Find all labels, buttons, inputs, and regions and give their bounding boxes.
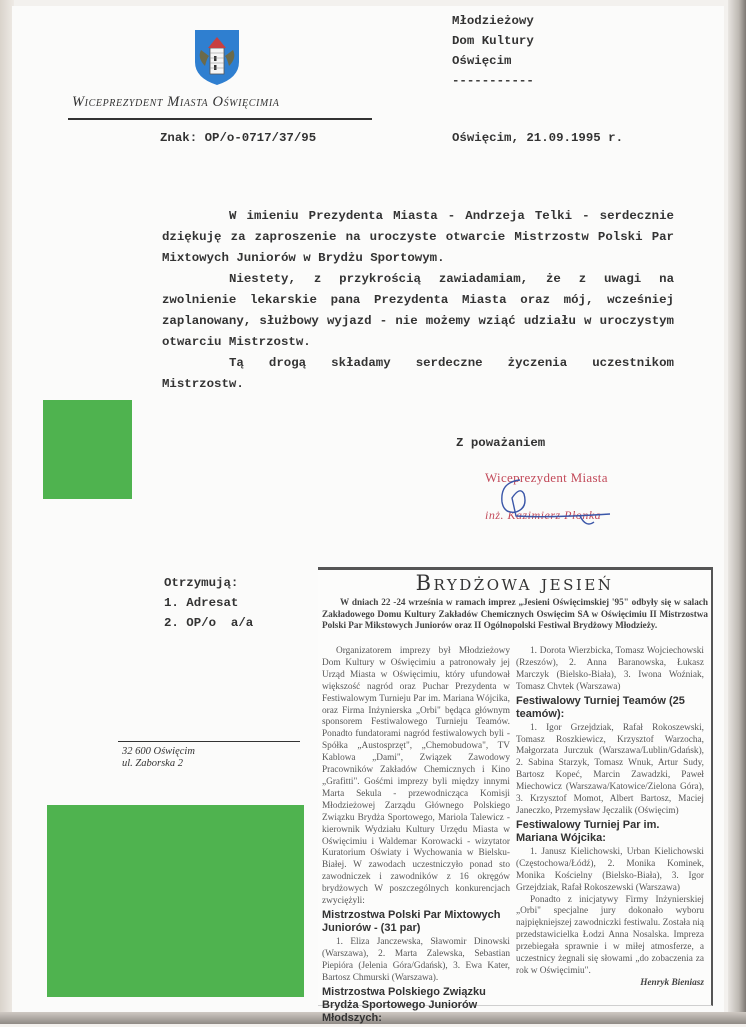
article-paragraph: Ponadto z inicjatywy Firmy Inżynierskiej „Orbi" specjalne jury dokonało wyboru najpiękniejszej zawodniczki festiwalu. Została nią przedstawicielka Łodzi Anna Nosalska. Impreza przebiegała sprawnie i w miłej atmosferze, a uczestnicy żegnali się słowami „do zobaczenia za rok w Oświęcimiu".: [516, 894, 704, 976]
article-subheading: Mistrzostwa Polskiego Związku Brydża Sportowego Juniorów Młodszych:: [322, 985, 486, 1024]
body-paragraph: Niestety, z przykrością zawiadamiam, że z uwagi na zwolnienie lekarskie pana Prezydenta Miasta oraz mój, wcześniej zaplanowany, służbowy wyjazd - nie możemy wziąć udziału w uroczystym otwarciu Mistrzostw.: [162, 272, 674, 349]
reference-number: Znak: OP/o-0717/37/95: [160, 131, 317, 145]
letterhead-divider: [68, 118, 372, 120]
article-author: Henryk Bieniasz: [640, 977, 704, 988]
handwritten-signature-icon: [490, 472, 620, 532]
letter-date: Oświęcim, 21.09.1995 r.: [452, 131, 624, 145]
redaction-block: [47, 805, 304, 997]
cc-item: 2. OP/o a/a: [164, 616, 254, 630]
article-subheading: Mistrzostwa Polski Par Mixtowych Juniorów - (31 par): [322, 908, 501, 934]
article-paragraph: 1. Eliza Janczewska, Sławomir Dinowski (Warszawa), 2. Marta Zalewska, Sebastian Piepióra (Jelenia Góra/Gdańsk), 3. Ewa Kater, Bartosz Chmurski (Warszawa).: [322, 936, 510, 983]
cc-heading: Otrzymują:: [164, 576, 239, 590]
address-divider: [118, 741, 300, 742]
recipient-line: -----------: [452, 74, 534, 88]
recipient-line: Młodzieżowy: [452, 14, 534, 28]
address-line: ul. Zaborska 2: [122, 758, 183, 769]
page-edge-shadow-right: [728, 0, 746, 1024]
office-address: [122, 746, 195, 770]
clipping-title: Brydżowa jesień: [415, 571, 614, 595]
body-paragraph: Tą drogą składamy serdeczne życzenia uczestnikom Mistrzostw.: [162, 356, 674, 391]
stamp-name: inż. Kazimierz Płonka: [485, 508, 602, 522]
recipient-block: [452, 11, 534, 91]
article-paragraph: 1. Dorota Wierzbicka, Tomasz Wojciechowski (Rzeszów), 2. Anna Baranowska, Łukasz Marczyk (Bielsko-Biała), 3. Iwona Woźniak, Tomasz Chvtek (Warszawa): [516, 646, 704, 692]
newspaper-clipping: [318, 567, 713, 1024]
clipping-top-rule: [318, 567, 711, 570]
article-subheading: Festiwalowy Turniej Teamów (25 teamów):: [516, 694, 685, 720]
article-subheading: Festiwalowy Turniej Par im. Mariana Wójcika:: [516, 818, 660, 844]
article-paragraph: Organizatorem imprezy był Młodzieżowy Dom Kultury w Oświęcimiu a patronowały jej Urząd Miasta w Oświęcimiu, który ufundował większość nagród oraz Puchar Prezydenta w Festiwalowym Turnieju Par im. Mariana Wójcika, oraz Firma Inżynierska „Orbi" będąca głównym sponsorem Festiwalowego Turnieju Teamów. Ponadto fundatorami nagród festiwalowych byli - Spółka „Austosprzęt", „Chemobudowa", TV Kablowa „Dami", Związek Zawodowy Pracowników Zakładów Chemicznych i Kino „Grafitti". Gośćmi imprezy byli między innymi Marta Sekula - przewodnicząca Komisji Młodzieżowej Zarządu Głównego Polskiego Związku Brydża Sportowego, Mariola Talewicz - kierownik Wydziału Kultury Urzędu Miasta w Oświęcimiu i Waldemar Korowacki - wizytator Kuratorium Oświaty i Wychowania w Bielsku-Białej. W zawodach uczestniczyło ponad sto zawodniczek i zawodników z 16 okręgów brydżowych W poszczególnych konkurencjach zwyciężyli:: [322, 646, 510, 907]
recipient-line: Oświęcim: [452, 54, 512, 68]
office-title: Wiceprezydent Miasta Oświęcimia: [72, 94, 280, 110]
address-line: 32 600 Oświęcim: [122, 746, 195, 757]
cc-item: 1. Adresat: [164, 596, 239, 610]
recipient-line: Dom Kultury: [452, 34, 534, 48]
body-paragraph: W imieniu Prezydenta Miasta - Andrzeja Telki - serdecznie dziękuję za zaproszenie na uroczyste otwarcie Mistrzostw Polski Par Mixtowych Juniorów w Brydżu Sportowym.: [162, 209, 674, 265]
clipping-lead: W dniach 22 -24 września w ramach imprez „Jesieni Oświęcimskiej '95" odbyły się w salach Zakładowego Domu Kultury Zakładów Chemicznych Oswięcim SA w Oświęcimiu II Mistrzostwa Polski Par Mikstowych Juniorów oraz II Ogólnopolski Festiwal Brydżowy Młodzieży.: [322, 597, 708, 631]
coat-of-arms-icon: [193, 28, 241, 86]
redaction-block: [43, 400, 132, 499]
clipping-column-1: [322, 646, 510, 1027]
letter-body: [162, 206, 674, 395]
clipping-column-2: [516, 646, 704, 990]
article-paragraph: 1. Janusz Kielichowski, Urban Kielichowski (Częstochowa/Łódź), 2. Monika Kominek, Monika Kościelny (Bielsko-Biała), 3. Igor Grzejdziak, Rafał Rokoszewski (Warszawa): [516, 846, 704, 893]
closing-salutation: Z poważaniem: [456, 436, 546, 450]
stamp-title: Wiceprezydent Miasta: [485, 470, 608, 485]
cc-list: [164, 573, 253, 633]
article-paragraph: 1. Igor Grzejdziak, Rafał Rokoszewski, Tomasz Roszkiewicz, Krzysztof Warzocha, Małgorzata Jurczuk (Warszawa/Lublin/Gdańsk), 2. Sabina Starzyk, Tomasz Wnuk, Artur Sudy, Bartosz Kopeć, Marcin Zawadzki, Paweł Miechowicz (Warszawa/Katowice/Zielona Góra), 3. Krzysztof Momot, Albert Bartosz, Maciej Janeczko, Przemysław Jęczalik (Oświęcim): [516, 722, 704, 816]
